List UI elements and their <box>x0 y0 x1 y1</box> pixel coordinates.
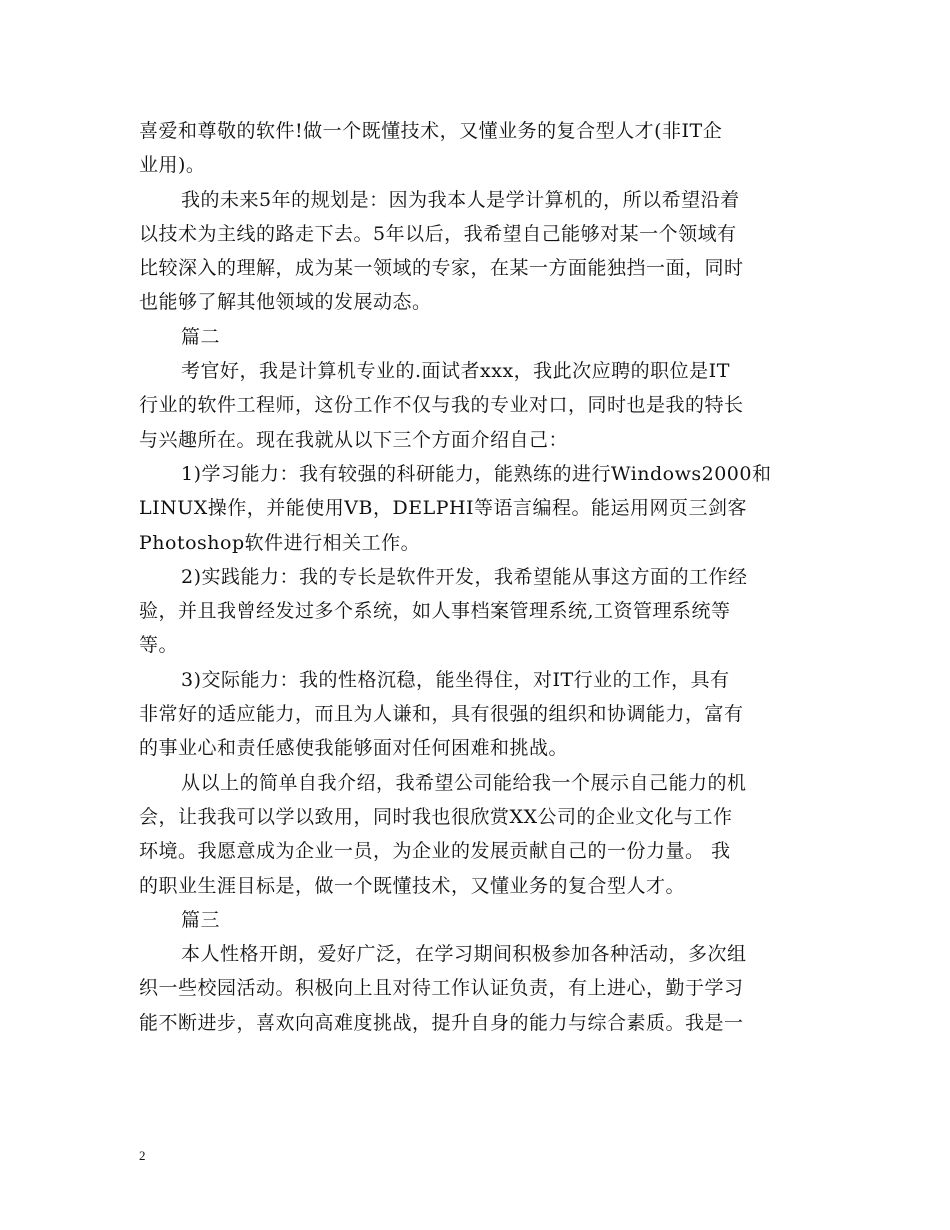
text-line: 1)学习能力：我有较强的科研能力，能熟练的进行Windows2000和 <box>181 462 772 485</box>
text-line: 3)交际能力：我的性格沉稳，能坐得住，对IT行业的工作，具有 <box>181 668 730 691</box>
page-number: 2 <box>139 1148 146 1163</box>
text-line: 篇二 <box>181 325 221 348</box>
text-line: 业用)。 <box>139 154 206 177</box>
document-body <box>139 114 815 1040</box>
text-line: 与兴趣所在。现在我就从以下三个方面介绍自己： <box>139 428 569 451</box>
text-line: 环境。我愿意成为企业一员，为企业的发展贡献自己的一份力量。 我 <box>139 840 731 863</box>
text-line: 篇三 <box>181 908 221 931</box>
text-line: 2)实践能力：我的专长是软件开发，我希望能从事这方面的工作经 <box>181 565 748 588</box>
text-line: 本人性格开朗，爱好广泛，在学习期间积极参加各种活动，多次组 <box>181 943 747 966</box>
text-line: 能不断进步，喜欢向高难度挑战，提升自身的能力与综合素质。我是一 <box>139 1011 744 1034</box>
text-line: 喜爱和尊敬的软件!做一个既懂技术，又懂业务的复合型人才(非IT企 <box>139 120 723 142</box>
text-line: 的事业心和责任感使我能够面对任何困难和挑战。 <box>139 737 569 760</box>
text-line: 我的未来5年的规划是：因为我本人是学计算机的，所以希望沿着 <box>181 188 740 211</box>
text-line: 以技术为主线的路走下去。5年以后，我希望自己能够对某一个领域有 <box>139 222 737 245</box>
text-line: LINUX操作，并能使用VB，DELPHI等语言编程。能运用网页三剑客 <box>139 497 748 520</box>
text-line: 验，并且我曾经发过多个系统，如人事档案管理系统,工资管理系统等 <box>139 600 731 623</box>
text-line: 从以上的简单自我介绍，我希望公司能给我一个展示自己能力的机 <box>181 771 747 794</box>
text-line: 织一些校园活动。积极向上且对待工作认证负责，有上进心，勤于学习 <box>139 977 744 1000</box>
text-line: 会，让我我可以学以致用，同时我也很欣赏XX公司的企业文化与工作 <box>139 805 733 828</box>
text-line: 考官好，我是计算机专业的.面试者xxx，我此次应聘的职位是IT <box>181 360 730 383</box>
text-line: 的职业生涯目标是，做一个既懂技术，又懂业务的复合型人才。 <box>139 874 686 897</box>
text-line: 也能够了解其他领域的发展动态。 <box>139 291 432 314</box>
text-line: 等。 <box>139 634 179 657</box>
text-line: 行业的软件工程师，这份工作不仅与我的专业对口，同时也是我的特长 <box>139 394 744 417</box>
text-line: Photoshop软件进行相关工作。 <box>139 531 421 554</box>
text-line: 比较深入的理解，成为某一领域的专家，在某一方面能独挡一面，同时 <box>139 257 744 280</box>
text-line: 非常好的适应能力，而且为人谦和，具有很强的组织和协调能力，富有 <box>139 703 744 726</box>
